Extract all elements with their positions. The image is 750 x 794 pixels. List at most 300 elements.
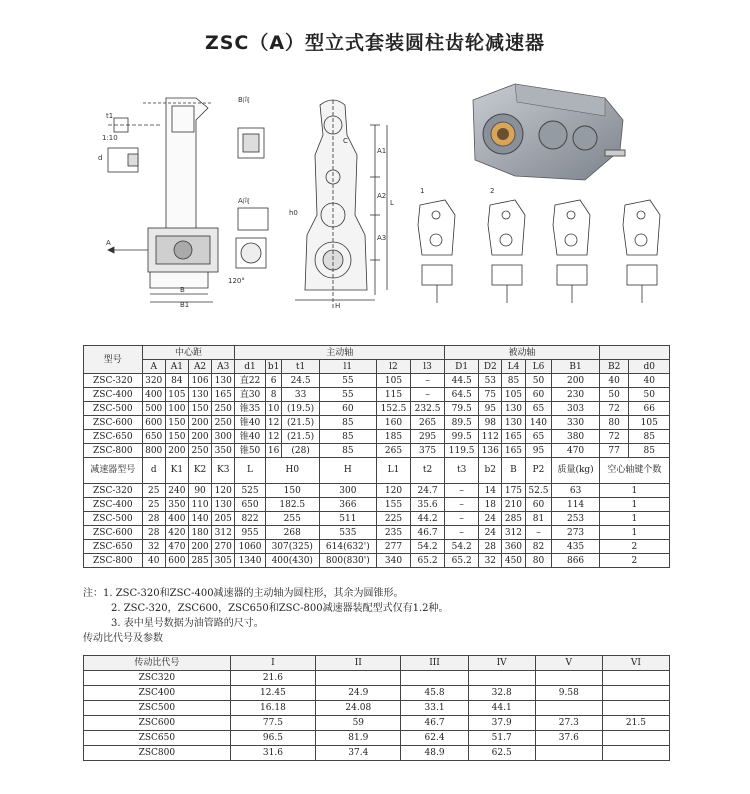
a3-label: A3 [377,234,387,242]
b1-label: B1 [180,301,190,309]
table-cell: 锥40 [235,416,265,430]
table-cell: ZSC-650 [84,430,143,444]
spec-head-input: 主动轴 [235,346,445,360]
table-cell: 1 [599,512,669,526]
table-cell: 270 [212,540,235,554]
table-cell: 50 [525,374,552,388]
table-cell: 14 [479,484,502,498]
table-cell: 1340 [235,554,265,568]
table-cell: 250 [212,416,235,430]
table-cell: 24.7 [411,484,445,498]
spec-col-head: H [319,458,376,484]
table-cell: 136 [479,444,502,458]
ratio-col-head: V [535,656,602,671]
table-cell: 99.5 [445,430,479,444]
table-cell: 150 [265,484,319,498]
table-cell: 366 [319,498,376,512]
table-cell: 12 [265,430,282,444]
table-cell: 21.5 [602,716,669,731]
table-cell: 650 [142,430,165,444]
table-cell: 114 [552,498,599,512]
spec-col-head: K1 [165,458,188,484]
a1-label: A1 [377,147,387,155]
table-cell: 27.3 [535,716,602,731]
table-cell: 54.2 [445,540,479,554]
table-cell: 31.6 [230,746,315,761]
spec-col-head: t3 [445,458,479,484]
table-cell: 285 [188,554,211,568]
table-cell: 130 [188,388,211,402]
table-cell: 95 [479,402,502,416]
table-cell: 182.5 [265,498,319,512]
table-row [84,540,670,554]
table-cell: 81.9 [316,731,401,746]
table-cell: 165 [502,444,525,458]
table-cell: 锥35 [235,402,265,416]
table-cell [602,731,669,746]
table-row [84,484,670,498]
table-cell: 511 [319,512,376,526]
spec-col-head: A2 [188,360,211,374]
a2-label: A2 [377,192,387,200]
table-cell: (28) [282,444,319,458]
table-cell: 330 [552,416,599,430]
spec-head-output: 被动轴 [445,346,600,360]
table-row [84,512,670,526]
spec-col-head: L4 [502,360,525,374]
table-cell: 303 [552,402,599,416]
table-cell [401,671,468,686]
table-cell: 95 [525,444,552,458]
table-cell: 72 [599,430,629,444]
table-cell: 32.8 [468,686,535,701]
table-cell: 65.2 [445,554,479,568]
spec-col-head: A1 [165,360,188,374]
table-cell: 307(325) [265,540,319,554]
table-cell: 35.6 [411,498,445,512]
table-cell: 250 [212,402,235,416]
table-cell: 直22 [235,374,265,388]
table-cell [602,746,669,761]
table-cell: 210 [502,498,525,512]
table-cell [535,701,602,716]
table-cell: 33.1 [401,701,468,716]
table-cell: 300 [212,430,235,444]
table-cell: 24.9 [316,686,401,701]
table-cell: 470 [165,540,188,554]
table-cell: 10 [265,402,282,416]
table-cell: ZSC650 [84,731,231,746]
table-cell [602,671,669,686]
table-cell: 295 [411,430,445,444]
table-cell: 62.5 [468,746,535,761]
table-cell: 90 [188,484,211,498]
table-row [84,731,670,746]
angle-label: 120° [228,277,245,285]
table-cell: 85 [502,374,525,388]
table-cell: 155 [376,498,410,512]
ratio-section-title: 传动比代号及参数 [83,633,163,644]
table-cell: – [525,526,552,540]
table-cell: 105 [629,416,670,430]
table-cell: 16.18 [230,701,315,716]
table-cell: 1 [599,526,669,540]
table-cell: 130 [502,416,525,430]
table-cell: 106 [188,374,211,388]
table-cell: 822 [235,512,265,526]
table-cell: 直30 [235,388,265,402]
table-cell: 180 [188,526,211,540]
table-cell: 150 [188,402,211,416]
table-cell: 150 [165,416,188,430]
spec-col-head: b1 [265,360,282,374]
table-cell: 200 [552,374,599,388]
table-cell: 54.2 [411,540,445,554]
ratio-header-row [84,656,670,671]
table-cell: 12.45 [230,686,315,701]
table-cell [535,746,602,761]
spec-col-head: t2 [411,458,445,484]
spec-col-head: K3 [212,458,235,484]
notes-block [83,586,449,646]
table-cell: 165 [502,430,525,444]
table-cell: 420 [165,526,188,540]
table-cell: 400 [165,512,188,526]
mounting-configs [405,185,675,310]
table-cell: 255 [265,512,319,526]
table-cell: 105 [376,374,410,388]
table-cell: 28 [142,512,165,526]
table-cell: 81 [525,512,552,526]
spec-col-head: l1 [319,360,376,374]
table-cell: ZSC-600 [84,416,143,430]
table-row [84,498,670,512]
table-cell: 8 [265,388,282,402]
table-cell: 200 [188,540,211,554]
table-cell: 160 [376,416,410,430]
table-cell: 21.6 [230,671,315,686]
table-cell: 9.58 [535,686,602,701]
table-cell: 115 [376,388,410,402]
table-cell: 51.7 [468,731,535,746]
table-row [84,686,670,701]
table-row [84,402,670,416]
table-cell: 300 [319,484,376,498]
table-cell: 24 [479,512,502,526]
ratio-table [83,655,670,761]
table-cell [316,671,401,686]
table-cell [468,671,535,686]
table-cell: ZSC-500 [84,402,143,416]
table-cell: 265 [376,444,410,458]
table-cell: 85 [319,444,376,458]
spec-col-head: K2 [188,458,211,484]
table-cell: 37.9 [468,716,535,731]
spec-col-head: B2 [599,360,629,374]
table-cell: 24.5 [282,374,319,388]
table-cell: ZSC-600 [84,526,143,540]
table-cell: 84 [165,374,188,388]
spec-col-head: B [502,458,525,484]
table-cell: 230 [552,388,599,402]
spec-col-head: A3 [212,360,235,374]
table-cell: 16 [265,444,282,458]
table-cell: 205 [212,512,235,526]
table-cell: 80 [525,554,552,568]
table-cell: 119.5 [445,444,479,458]
table-cell: 55 [319,374,376,388]
config-num-2: 2 [490,187,495,195]
table-cell: 130 [502,402,525,416]
table-cell [602,701,669,716]
spec-col-head: L6 [525,360,552,374]
spec-col-head: 空心轴键个数 [599,458,669,484]
table-cell: 63 [552,484,599,498]
table-cell: 200 [188,416,211,430]
table-cell: 535 [319,526,376,540]
spec-col-head: b2 [479,458,502,484]
table-cell: 62.4 [401,731,468,746]
table-cell: 59 [316,716,401,731]
table-cell: 52.5 [525,484,552,498]
table-cell: 28 [142,526,165,540]
table-cell: 175 [502,484,525,498]
table-cell: 37.4 [316,746,401,761]
spec-head-model: 型号 [84,346,143,374]
table-cell: ZSC-320 [84,374,143,388]
table-cell: 500 [142,402,165,416]
table-cell: 250 [188,444,211,458]
table-cell: 1 [599,498,669,512]
table-cell: 350 [165,498,188,512]
table-cell: 60 [525,388,552,402]
table-cell: 253 [552,512,599,526]
table-cell: 120 [376,484,410,498]
table-cell: ZSC-400 [84,498,143,512]
spec-col-head: 减速器型号 [84,458,143,484]
spec-col-head: l3 [411,360,445,374]
table-cell: ZSC800 [84,746,231,761]
table-cell: 112 [479,430,502,444]
arrow-a-label: A [106,239,111,247]
table-cell: 60 [525,498,552,512]
table-cell: 77.5 [230,716,315,731]
table-cell: 130 [212,374,235,388]
h-label: H [335,302,341,310]
table-cell: (19.5) [282,402,319,416]
ratio-col-head: 传动比代号 [84,656,231,671]
table-cell [535,671,602,686]
side-view-drawing [88,88,283,310]
table-cell: 48.9 [401,746,468,761]
table-cell: 1 [599,484,669,498]
table-cell: 130 [212,498,235,512]
table-cell: 650 [235,498,265,512]
table-cell: 360 [502,540,525,554]
table-cell: 50 [599,388,629,402]
table-cell: – [445,484,479,498]
spec-head-blank [599,346,669,360]
table-cell: 435 [552,540,599,554]
ratio-col-head: I [230,656,315,671]
ratio-col-head: III [401,656,468,671]
table-row [84,374,670,388]
spec-col-head: P2 [525,458,552,484]
table-cell: 600 [142,416,165,430]
table-cell: 55 [319,388,376,402]
table-row [84,444,670,458]
table-cell: 65 [525,430,552,444]
table-cell: 340 [376,554,410,568]
spec-col-head: A [142,360,165,374]
table-row [84,554,670,568]
table-cell: 105 [165,388,188,402]
table-cell: 312 [212,526,235,540]
table-cell: 305 [212,554,235,568]
note-1: 注：1. ZSC-320和ZSC-400减速器的主动轴为圆柱形，其余为圆锥形。 [83,588,404,599]
table-cell: 525 [235,484,265,498]
table-cell: 82 [525,540,552,554]
table-cell: ZSC-800 [84,444,143,458]
ratio-col-head: VI [602,656,669,671]
table-cell: 955 [235,526,265,540]
table-row [84,671,670,686]
table-cell: 18 [479,498,502,512]
table-cell: 53 [479,374,502,388]
table-cell: 32 [142,540,165,554]
table-cell: – [445,512,479,526]
table-cell: 200 [165,444,188,458]
spec-col-head: d1 [235,360,265,374]
table-cell: 1060 [235,540,265,554]
spec-header-row-3 [84,458,670,484]
table-cell: 锥50 [235,444,265,458]
table-cell: 25 [142,498,165,512]
table-cell: 40 [142,554,165,568]
spec-col-head: L [235,458,265,484]
table-cell: 800(830') [319,554,376,568]
c-label: C [343,137,348,145]
table-cell: 268 [265,526,319,540]
table-cell: 600 [165,554,188,568]
table-cell: ZSC-800 [84,554,143,568]
table-cell: 140 [525,416,552,430]
table-cell: ZSC-320 [84,484,143,498]
spec-header-row-2 [84,360,670,374]
table-cell: 85 [629,430,670,444]
table-cell: 66 [629,402,670,416]
table-cell: 150 [165,430,188,444]
spec-head-center: 中心距 [142,346,235,360]
table-cell: 25 [142,484,165,498]
table-cell: 265 [411,416,445,430]
spec-col-head: B1 [552,360,599,374]
table-cell [602,686,669,701]
table-cell: 866 [552,554,599,568]
spec-col-head: L1 [376,458,410,484]
table-cell: 80 [599,416,629,430]
table-cell: ZSC600 [84,716,231,731]
table-cell: 46.7 [411,526,445,540]
h0-label: h0 [289,209,298,217]
table-cell: 72 [599,402,629,416]
table-cell: 110 [188,498,211,512]
table-cell: 100 [165,402,188,416]
ratio-col-head: IV [468,656,535,671]
table-cell: 277 [376,540,410,554]
table-cell: 2 [599,554,669,568]
spec-col-head: l2 [376,360,410,374]
t1-label: t1 [106,112,114,120]
table-cell: 锥40 [235,430,265,444]
spec-col-head: t1 [282,360,319,374]
table-cell: 225 [376,512,410,526]
spec-col-head: D1 [445,360,479,374]
table-cell: 320 [142,374,165,388]
table-cell: ZSC-650 [84,540,143,554]
table-cell: – [445,498,479,512]
table-cell: 46.7 [401,716,468,731]
table-cell: 200 [188,430,211,444]
table-cell: 89.5 [445,416,479,430]
table-cell: ZSC320 [84,671,231,686]
table-cell: 64.5 [445,388,479,402]
table-cell: 400 [142,388,165,402]
table-cell: 28 [479,540,502,554]
d-label: d [98,154,103,162]
table-cell: ZSC-400 [84,388,143,402]
table-cell: 470 [552,444,599,458]
table-cell: 85 [629,444,670,458]
table-row [84,716,670,731]
table-cell: 85 [319,430,376,444]
table-cell: – [411,374,445,388]
spec-col-head: D2 [479,360,502,374]
table-cell: 450 [502,554,525,568]
table-cell: ZSC-500 [84,512,143,526]
table-cell: – [411,388,445,402]
table-cell: 75 [479,388,502,402]
table-cell: 37.6 [535,731,602,746]
table-row [84,416,670,430]
table-cell: 140 [188,512,211,526]
table-cell: 60 [319,402,376,416]
table-cell: 273 [552,526,599,540]
table-cell: 40 [629,374,670,388]
page-title: ZSC（A）型立式套装圆柱齿轮减速器 [204,32,546,54]
table-row [84,388,670,402]
table-cell: 44.1 [468,701,535,716]
table-cell: 165 [212,388,235,402]
table-cell: 240 [165,484,188,498]
table-cell: 96.5 [230,731,315,746]
table-cell: – [445,526,479,540]
front-view-drawing [285,95,400,320]
table-cell: 24 [479,526,502,540]
b-view-label: B向 [238,96,250,104]
table-cell: 800 [142,444,165,458]
spec-col-head: d0 [629,360,670,374]
table-cell: 152.5 [376,402,410,416]
table-cell: 85 [319,416,376,430]
table-cell: 312 [502,526,525,540]
config-num-1: 1 [420,187,425,195]
table-cell: 79.5 [445,402,479,416]
table-cell: (21.5) [282,430,319,444]
table-cell: 375 [411,444,445,458]
table-cell: 44.2 [411,512,445,526]
table-cell: (21.5) [282,416,319,430]
